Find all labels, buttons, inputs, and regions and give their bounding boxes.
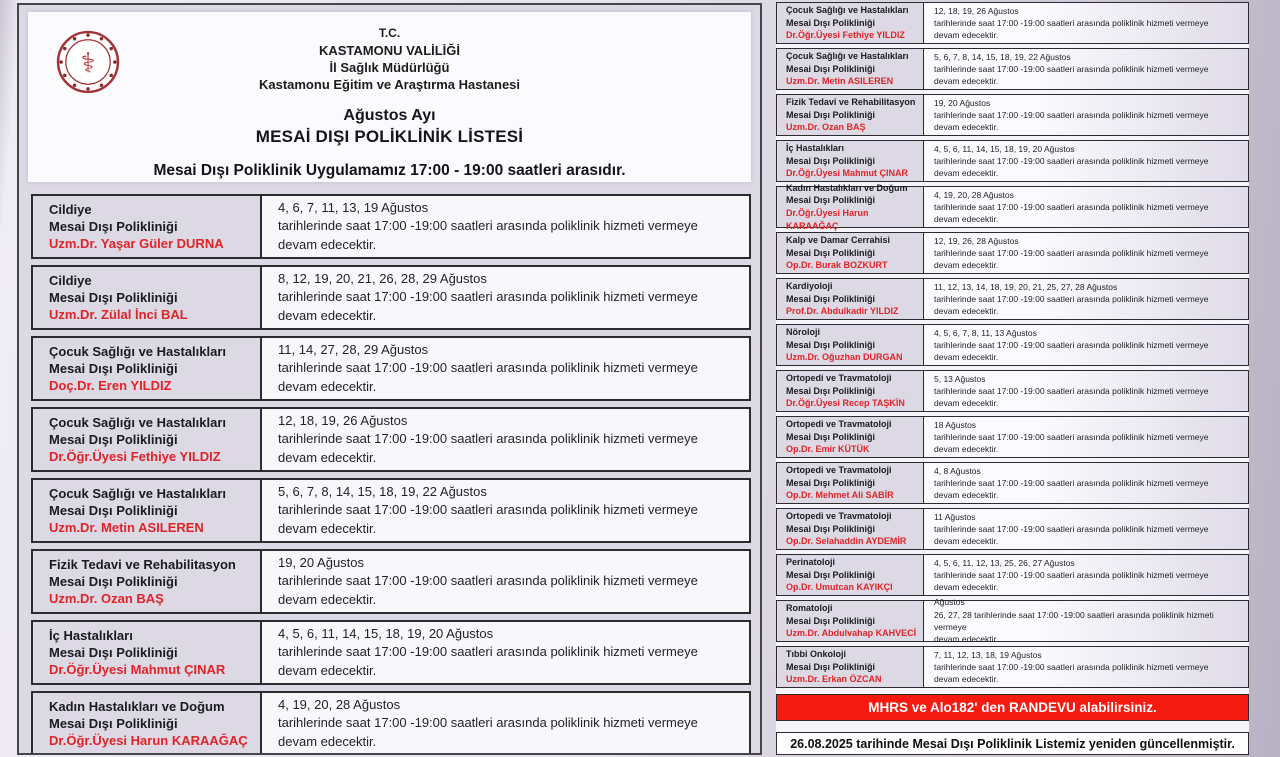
note-line-2: devam edecektir. bbox=[278, 236, 377, 252]
note-line-1: tarihlerinde saat 17:00 -19:00 saatleri arasında poliklinik hizmeti vermeye bbox=[934, 63, 1209, 74]
department-name: Kadın Hastalıkları ve Doğum bbox=[786, 182, 908, 193]
department-cell bbox=[777, 647, 924, 687]
continuation-list-panel bbox=[776, 2, 1249, 755]
clinic-label: Mesai Dışı Polikliniği bbox=[786, 477, 876, 488]
dates-cell bbox=[262, 409, 749, 470]
note-line-1: tarihlerinde saat 17:00 -19:00 saatleri arasında poliklinik hizmeti vermeye bbox=[278, 218, 698, 234]
dates-cell bbox=[262, 622, 749, 683]
clinic-label: Mesai Dışı Polikliniği bbox=[49, 360, 178, 376]
department-name: Fizik Tedavi ve Rehabilitasyon bbox=[786, 97, 916, 108]
note-line-2: devam edecektir. bbox=[934, 490, 999, 501]
clinic-label: Mesai Dışı Polikliniği bbox=[786, 293, 876, 304]
dates-cell bbox=[262, 693, 749, 754]
table-row bbox=[776, 646, 1249, 688]
note-line-2: devam edecektir. bbox=[278, 378, 377, 394]
dates-cell bbox=[262, 551, 749, 612]
doctor-name: Dr.Öğr.Üyesi Recep TAŞKİN bbox=[786, 398, 905, 409]
clinic-label: Mesai Dışı Polikliniği bbox=[49, 502, 178, 518]
month-title: Ağustos Ayı bbox=[343, 107, 436, 125]
note-line-1: tarihlerinde saat 17:00 -19:00 saatleri arasında poliklinik hizmeti vermeye bbox=[278, 644, 698, 660]
dates-line: 18 Ağustos bbox=[934, 419, 977, 430]
department-cell bbox=[777, 371, 924, 411]
clinic-label: Mesai Dışı Polikliniği bbox=[49, 289, 178, 305]
dates-cell bbox=[924, 49, 1248, 89]
clinic-label: Mesai Dışı Polikliniği bbox=[49, 431, 178, 447]
note-line-1: tarihlerinde saat 17:00 -19:00 saatleri arasında poliklinik hizmeti vermeye bbox=[934, 17, 1209, 28]
note-line-1: tarihlerinde saat 17:00 -19:00 saatleri arasında poliklinik hizmeti vermeye bbox=[934, 293, 1209, 304]
dates-line: 4, 19, 20, 28 Ağustos bbox=[934, 189, 1014, 200]
dates-cell bbox=[924, 279, 1248, 319]
table-row bbox=[31, 336, 751, 401]
note-line-2: devam edecektir. bbox=[278, 520, 377, 536]
department-name: Çocuk Sağlığı ve Hastalıkları bbox=[786, 5, 909, 16]
dates-line: 4, 5, 6, 11, 14, 15, 18, 19, 20 Ağustos bbox=[934, 143, 1075, 154]
department-cell bbox=[777, 3, 924, 43]
dates-line: 12, 19, 26, 28 Ağustos bbox=[934, 235, 1019, 246]
department-cell bbox=[777, 95, 924, 135]
dates-line: 4, 5, 6, 11, 14, 15, 18, 19, 20 Ağustos bbox=[278, 625, 494, 641]
department-name: Kardiyoloji bbox=[786, 281, 833, 292]
doctor-name: Op.Dr. Umutcan KAYIKÇI bbox=[786, 582, 893, 593]
table-row bbox=[31, 478, 751, 543]
dates-cell bbox=[924, 463, 1248, 503]
table-row bbox=[776, 462, 1249, 504]
note-line-2: devam edecektir. bbox=[278, 662, 377, 678]
dates-cell bbox=[924, 371, 1248, 411]
note-line-2: devam edecektir. bbox=[934, 674, 999, 685]
department-cell bbox=[777, 555, 924, 595]
note-line-1: tarihlerinde saat 17:00 -19:00 saatleri arasında poliklinik hizmeti vermeye bbox=[278, 502, 698, 518]
note-line-1: tarihlerinde saat 17:00 -19:00 saatleri arasında poliklinik hizmeti vermeye bbox=[278, 289, 698, 305]
department-name: Çocuk Sağlığı ve Hastalıkları bbox=[49, 414, 227, 430]
dates-line: 5, 6, 7, 8, 14, 15, 18, 19, 22 Ağustos bbox=[278, 483, 487, 499]
note-line-2: devam edecektir. bbox=[934, 168, 999, 179]
doctor-name: Op.Dr. Emir KÜTÜK bbox=[786, 444, 870, 455]
dates-cell bbox=[924, 141, 1248, 181]
dates-line: 4, 8 Ağustos bbox=[934, 465, 981, 476]
doctor-name: Dr.Öğr.Üyesi Harun KARAAĞAÇ bbox=[786, 208, 869, 231]
clinic-label: Mesai Dışı Polikliniği bbox=[786, 155, 876, 166]
table-row bbox=[776, 508, 1249, 550]
table-row bbox=[31, 691, 751, 755]
note-line-2: devam edecektir. bbox=[934, 634, 999, 645]
dates-line: 4, 5, 6, 7, 8, 11, 13 Ağustos bbox=[934, 327, 1037, 338]
dates-line: 11, 12, 13, 14, 18, 19, 20, 21, 25, 27, 28 Ağustos bbox=[934, 281, 1118, 292]
note-line-2: devam edecektir. bbox=[934, 260, 999, 271]
clinic-label: Mesai Dışı Polikliniği bbox=[786, 247, 876, 258]
dates-cell bbox=[262, 196, 749, 257]
doctor-name: Dr.Öğr.Üyesi Mahmut ÇINAR bbox=[786, 168, 909, 179]
dates-line: 11, 14, 27, 28, 29 Ağustos bbox=[278, 341, 429, 357]
department-name: Ortopedi ve Travmatoloji bbox=[786, 465, 892, 476]
table-row bbox=[776, 324, 1249, 366]
header-tc: T.C. bbox=[378, 26, 401, 40]
dates-line: 11 Ağustos bbox=[934, 511, 976, 522]
dates-cell bbox=[924, 233, 1248, 273]
clinic-label: Mesai Dışı Polikliniği bbox=[786, 615, 876, 626]
header-directorate: İl Sağlık Müdürlüğü bbox=[329, 59, 450, 75]
document-header bbox=[28, 12, 751, 182]
note-line-1: tarihlerinde saat 17:00 -19:00 saatleri arasında poliklinik hizmeti vermeye bbox=[934, 431, 1209, 442]
department-cell bbox=[33, 338, 262, 399]
clinic-label: Mesai Dışı Polikliniği bbox=[786, 339, 876, 350]
department-cell bbox=[33, 196, 262, 257]
clinic-label: Mesai Dışı Polikliniği bbox=[786, 661, 876, 672]
saglik-bakanligi-emblem-icon bbox=[56, 30, 120, 94]
clinic-label: Mesai Dışı Polikliniği bbox=[49, 573, 178, 589]
table-row bbox=[776, 2, 1249, 44]
department-cell bbox=[777, 233, 924, 273]
department-name: Kadın Hastalıkları ve Doğum bbox=[49, 698, 225, 714]
doctor-name: Uzm.Dr. Ozan BAŞ bbox=[49, 591, 164, 607]
header-governorship: KASTAMONU VALİLİĞİ bbox=[318, 42, 461, 58]
doctor-name: Uzm.Dr. Yaşar Güler DURNA bbox=[49, 236, 224, 252]
note-line-2: devam edecektir. bbox=[934, 444, 999, 455]
table-row bbox=[776, 416, 1249, 458]
department-name: İç Hastalıkları bbox=[49, 627, 133, 643]
clinic-label: Mesai Dışı Polikliniği bbox=[786, 17, 876, 28]
header-hospital: Kastamonu Eğitim ve Araştırma Hastanesi bbox=[258, 77, 521, 93]
table-row bbox=[776, 554, 1249, 596]
doctor-name: Op.Dr. Mehmet Ali SABİR bbox=[786, 490, 894, 501]
department-cell bbox=[33, 267, 262, 328]
doctor-name: Uzm.Dr. Ozan BAŞ bbox=[786, 122, 866, 133]
clinic-label: Mesai Dışı Polikliniği bbox=[786, 385, 876, 396]
note-line-1: tarihlerinde saat 17:00 -19:00 saatleri arasında poliklinik hizmeti vermeye bbox=[934, 109, 1209, 120]
note-line-1: tarihlerinde saat 17:00 -19:00 saatleri arasında poliklinik hizmeti vermeye bbox=[934, 247, 1209, 258]
note-line-1: tarihlerinde saat 17:00 -19:00 saatleri arasında poliklinik hizmeti vermeye bbox=[934, 569, 1209, 580]
department-cell bbox=[33, 409, 262, 470]
dates-cell bbox=[262, 338, 749, 399]
table-row bbox=[776, 94, 1249, 136]
clinic-label: Mesai Dışı Polikliniği bbox=[49, 218, 178, 234]
department-name: Kalp ve Damar Cerrahisi bbox=[786, 235, 891, 246]
note-line-1: tarihlerinde saat 17:00 -19:00 saatleri arasında poliklinik hizmeti vermeye bbox=[278, 431, 698, 447]
department-name: Çocuk Sağlığı ve Hastalıkları bbox=[49, 485, 227, 501]
list-title: MESAİ DIŞI POLİKLİNİK LİSTESİ bbox=[255, 127, 524, 147]
department-cell bbox=[777, 49, 924, 89]
doctor-name: Uzm.Dr. Metin ASILEREN bbox=[49, 520, 204, 536]
dates-line: 19, 20 Ağustos bbox=[278, 554, 365, 570]
dates-line: 5, 13 Ağustos bbox=[934, 373, 986, 384]
dates-cell bbox=[924, 597, 1248, 645]
department-name: İç Hastalıkları bbox=[786, 143, 845, 154]
dates-line: 4, 5, 6, 11, 12, 13, 25, 26, 27 Ağustos bbox=[934, 557, 1075, 568]
dates-line: 12, 18, 19, 26 Ağustos bbox=[278, 412, 408, 428]
table-row bbox=[776, 278, 1249, 320]
department-name: Çocuk Sağlığı ve Hastalıkları bbox=[786, 51, 909, 62]
note-line-2: devam edecektir. bbox=[278, 449, 377, 465]
table-row bbox=[776, 597, 1249, 645]
table-row bbox=[31, 265, 751, 330]
doctor-name: Op.Dr. Burak BOZKURT bbox=[786, 260, 888, 271]
table-row bbox=[776, 140, 1249, 182]
clinic-label: Mesai Dışı Polikliniği bbox=[786, 523, 876, 534]
department-cell bbox=[33, 551, 262, 612]
hours-note: Mesai Dışı Poliklinik Uygulamamız 17:00 - 19:00 saatleri arasıdır. bbox=[153, 162, 626, 180]
dates-line: 19, 20 Ağustos bbox=[934, 97, 991, 108]
department-cell bbox=[777, 509, 924, 549]
dates-cell bbox=[262, 267, 749, 328]
dates-cell bbox=[924, 325, 1248, 365]
note-line-2: devam edecektir. bbox=[934, 398, 999, 409]
dates-cell bbox=[924, 3, 1248, 43]
dates-cell bbox=[924, 95, 1248, 135]
department-cell bbox=[33, 480, 262, 541]
note-line-2: devam edecektir. bbox=[934, 214, 999, 225]
note-line-1: tarihlerinde saat 17:00 -19:00 saatleri arasında poliklinik hizmeti vermeye bbox=[934, 201, 1209, 212]
department-name: Romatoloji bbox=[786, 603, 833, 614]
dates-line: 4, 6, 7, 11, 13, 19 Ağustos bbox=[278, 199, 429, 215]
note-line-2: devam edecektir. bbox=[934, 30, 999, 41]
note-line-2: devam edecektir. bbox=[934, 352, 999, 363]
clinic-label: Mesai Dışı Polikliniği bbox=[786, 431, 876, 442]
table-row bbox=[776, 370, 1249, 412]
note-line-2: devam edecektir. bbox=[934, 76, 999, 87]
dates-line: 5, 6, 7, 8, 14, 15, 18, 19, 22 Ağustos bbox=[934, 51, 1071, 62]
dates-line: Ağustos bbox=[934, 597, 965, 608]
doctor-name: Uzm.Dr. Metin ASILEREN bbox=[786, 76, 894, 87]
dates-cell bbox=[924, 187, 1248, 227]
clinic-label: Mesai Dışı Polikliniği bbox=[49, 644, 178, 660]
clinic-label: Mesai Dışı Polikliniği bbox=[49, 715, 178, 731]
department-cell bbox=[33, 693, 262, 754]
note-line-1: tarihlerinde saat 17:00 -19:00 saatleri arasında poliklinik hizmeti vermeye bbox=[934, 477, 1209, 488]
table-row bbox=[31, 407, 751, 472]
department-name: Perinatoloji bbox=[786, 557, 836, 568]
dates-cell bbox=[262, 480, 749, 541]
note-line-2: devam edecektir. bbox=[934, 306, 999, 317]
clinic-label: Mesai Dışı Polikliniği bbox=[786, 109, 876, 120]
department-name: Çocuk Sağlığı ve Hastalıkları bbox=[49, 343, 227, 359]
table-row bbox=[776, 232, 1249, 274]
department-cell bbox=[777, 141, 924, 181]
department-name: Nöroloji bbox=[786, 327, 820, 338]
department-name: Ortopedi ve Travmatoloji bbox=[786, 419, 892, 430]
update-date-note: 26.08.2025 tarihinde Mesai Dışı Poliklinik Listemiz yeniden güncellenmiştir. bbox=[776, 732, 1249, 755]
doctor-name: Prof.Dr. Abdulkadir YILDIZ bbox=[786, 306, 899, 317]
table-row bbox=[31, 194, 751, 259]
doctor-name: Doç.Dr. Eren YILDIZ bbox=[49, 378, 172, 394]
note-line-1: tarihlerinde saat 17:00 -19:00 saatleri arasında poliklinik hizmeti vermeye bbox=[934, 661, 1209, 672]
department-cell bbox=[777, 325, 924, 365]
dates-line: 12, 18, 19, 26 Ağustos bbox=[934, 5, 1019, 16]
department-name: Ortopedi ve Travmatoloji bbox=[786, 511, 892, 522]
table-row bbox=[776, 48, 1249, 90]
department-name: Ortopedi ve Travmatoloji bbox=[786, 373, 892, 384]
department-name: Cildiye bbox=[49, 201, 92, 217]
clinic-label: Mesai Dışı Polikliniği bbox=[786, 569, 876, 580]
note-line-2: devam edecektir. bbox=[278, 307, 377, 323]
table-row bbox=[776, 182, 1249, 231]
doctor-name: Dr.Öğr.Üyesi Fethiye YILDIZ bbox=[786, 30, 905, 41]
doctor-name: Dr.Öğr.Üyesi Mahmut ÇINAR bbox=[49, 662, 226, 678]
left-rows-table bbox=[31, 194, 751, 755]
doctor-name: Uzm.Dr. Zülal İnci BAL bbox=[49, 307, 188, 323]
note-line-1: 26, 27, 28 tarihlerinde saat 17:00 -19:00 saatleri arasında poliklinik hizmeti vermeye bbox=[934, 609, 1214, 632]
note-line-1: tarihlerinde saat 17:00 -19:00 saatleri arasında poliklinik hizmeti vermeye bbox=[934, 523, 1209, 534]
doctor-name: Dr.Öğr.Üyesi Harun KARAAĞAÇ bbox=[49, 733, 248, 749]
dates-cell bbox=[924, 417, 1248, 457]
note-line-2: devam edecektir. bbox=[278, 591, 377, 607]
dates-line: 8, 12, 19, 20, 21, 26, 28, 29 Ağustos bbox=[278, 270, 487, 286]
note-line-1: tarihlerinde saat 17:00 -19:00 saatleri arasında poliklinik hizmeti vermeye bbox=[934, 385, 1209, 396]
dates-line: 7, 11, 12, 13, 18, 19 Ağustos bbox=[934, 649, 1042, 660]
note-line-2: devam edecektir. bbox=[278, 733, 377, 749]
note-line-1: tarihlerinde saat 17:00 -19:00 saatleri arasında poliklinik hizmeti vermeye bbox=[278, 715, 698, 731]
dates-cell bbox=[924, 647, 1248, 687]
dates-cell bbox=[924, 509, 1248, 549]
department-cell bbox=[777, 463, 924, 503]
department-cell bbox=[33, 622, 262, 683]
department-name: Fizik Tedavi ve Rehabilitasyon bbox=[49, 556, 236, 572]
dates-line: 4, 19, 20, 28 Ağustos bbox=[278, 696, 401, 712]
note-line-1: tarihlerinde saat 17:00 -19:00 saatleri arasında poliklinik hizmeti vermeye bbox=[934, 155, 1209, 166]
doctor-name: Op.Dr. Selahaddin AYDEMİR bbox=[786, 536, 907, 547]
table-row bbox=[31, 549, 751, 614]
doctor-name: Dr.Öğr.Üyesi Fethiye YILDIZ bbox=[49, 449, 221, 465]
department-cell bbox=[777, 279, 924, 319]
department-cell bbox=[777, 417, 924, 457]
appointment-banner: MHRS ve Alo182' den RANDEVU alabilirsiniz. bbox=[776, 694, 1249, 721]
doctor-name: Uzm.Dr. Oğuzhan DURGAN bbox=[786, 352, 903, 363]
note-line-2: devam edecektir. bbox=[934, 122, 999, 133]
department-name: Cildiye bbox=[49, 272, 92, 288]
doctor-name: Uzm.Dr. Abdulvahap KAHVECİ bbox=[786, 628, 917, 639]
note-line-2: devam edecektir. bbox=[934, 582, 999, 593]
dates-cell bbox=[924, 555, 1248, 595]
note-line-1: tarihlerinde saat 17:00 -19:00 saatleri arasında poliklinik hizmeti vermeye bbox=[934, 339, 1209, 350]
clinic-label: Mesai Dışı Polikliniği bbox=[786, 63, 876, 74]
department-cell bbox=[777, 182, 924, 231]
doctor-name: Uzm.Dr. Erkan ÖZCAN bbox=[786, 674, 882, 685]
note-line-1: tarihlerinde saat 17:00 -19:00 saatleri arasında poliklinik hizmeti vermeye bbox=[278, 573, 698, 589]
clinic-label: Mesai Dışı Polikliniği bbox=[786, 195, 876, 206]
department-cell bbox=[777, 601, 924, 641]
note-line-1: tarihlerinde saat 17:00 -19:00 saatleri arasında poliklinik hizmeti vermeye bbox=[278, 360, 698, 376]
note-line-2: devam edecektir. bbox=[934, 536, 999, 547]
main-list-panel bbox=[17, 3, 762, 755]
table-row bbox=[31, 620, 751, 685]
department-name: Tıbbi Onkoloji bbox=[786, 649, 846, 660]
svg-text:⚕: ⚕ bbox=[80, 46, 96, 80]
